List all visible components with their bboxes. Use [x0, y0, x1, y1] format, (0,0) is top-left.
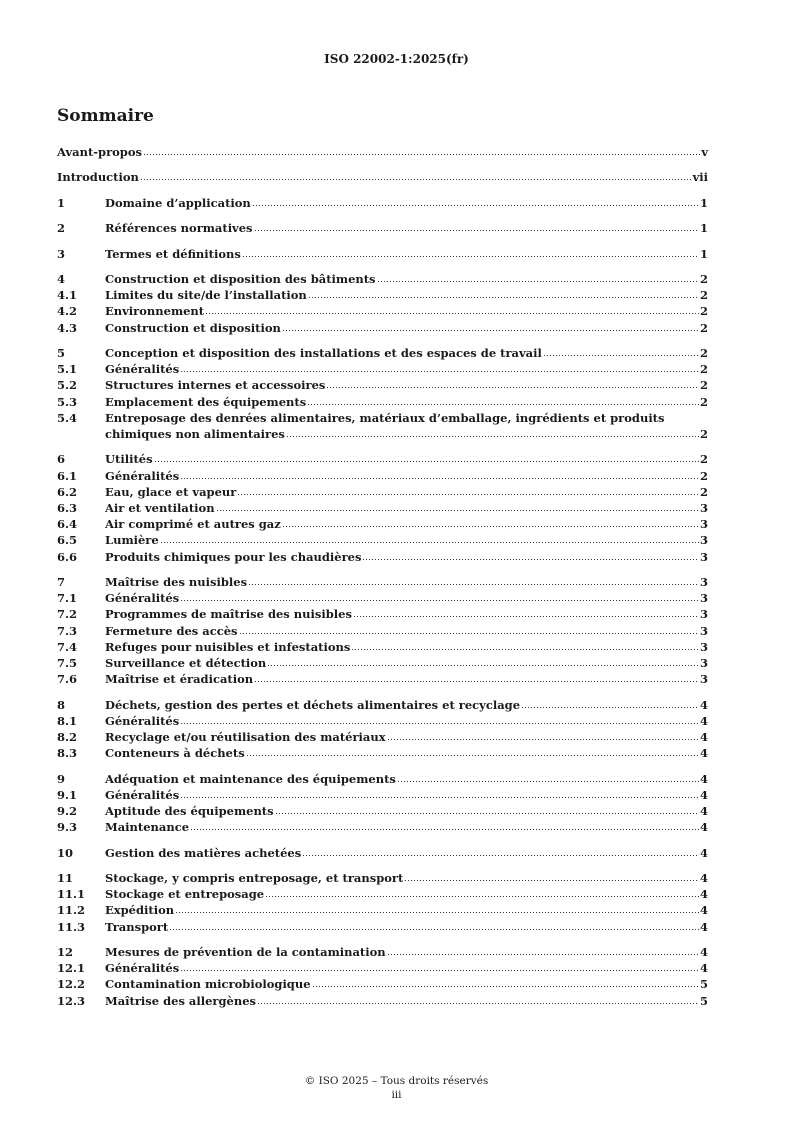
toc-entry-number: 6.5: [57, 533, 78, 548]
toc-entry-page: 2: [699, 271, 708, 286]
toc-entry-number: 10: [57, 845, 74, 860]
toc-entry-number: 6.4: [57, 517, 78, 532]
toc-entry-page: 2: [699, 484, 708, 499]
toc-entry-number: 7.6: [57, 672, 78, 687]
toc-entry[interactable]: [57, 320, 708, 336]
dot-leader: [302, 854, 699, 857]
toc-entry-number: 3: [57, 246, 66, 261]
toc-entry-label: Aptitude des équipements: [105, 803, 274, 818]
toc-entry-number: 7: [57, 574, 66, 589]
dot-leader: [254, 229, 699, 232]
toc-entry[interactable]: [57, 246, 708, 262]
toc-entry[interactable]: [57, 870, 708, 886]
toc-entry-label: Généralités: [105, 362, 180, 377]
dot-leader: [180, 796, 699, 799]
toc-entry-label: Généralités: [105, 787, 180, 802]
toc-entry-page: 1: [699, 246, 708, 261]
toc-entry[interactable]: [57, 976, 708, 992]
dot-leader: [242, 255, 699, 258]
toc-entry-number: 8.1: [57, 713, 78, 728]
toc-entry-label: Domaine d’application: [105, 195, 251, 210]
toc-entry-number: 11.2: [57, 903, 86, 918]
toc-entry[interactable]: [57, 303, 708, 319]
toc-entry-page: 5: [699, 993, 708, 1008]
toc-entry-number: 6.1: [57, 468, 78, 483]
toc-entry[interactable]: [57, 410, 708, 442]
toc-entry-number: 7.3: [57, 623, 78, 638]
toc-entry-label: Stockage, y compris entreposage, et transport: [105, 870, 404, 885]
toc-entry-page: 1: [699, 221, 708, 236]
toc-entry[interactable]: [57, 623, 708, 639]
toc-entry-number: 4.1: [57, 288, 78, 303]
toc-entry-label: Généralités: [105, 961, 180, 976]
dot-leader: [140, 178, 692, 181]
toc-entry-label: Contamination microbiologique: [105, 977, 311, 992]
toc-entry-number: 2: [57, 221, 66, 236]
toc-entry[interactable]: [57, 993, 708, 1009]
toc-entry-number: 11.1: [57, 887, 86, 902]
toc-entry-label: Construction et disposition: [105, 320, 281, 335]
toc-entry-label: Produits chimiques pour les chaudières: [105, 549, 362, 564]
toc-entry[interactable]: [57, 787, 708, 803]
page-footer: [0, 1074, 793, 1102]
toc-entry-label: Entreposage des denrées alimentaires, matériaux d’emballage, ingrédients et produits: [105, 410, 665, 425]
toc-entry[interactable]: [57, 590, 708, 606]
toc-entry-page: 3: [699, 574, 708, 589]
dot-leader: [265, 895, 699, 898]
dot-leader: [180, 722, 699, 725]
toc-entry-number: 7.2: [57, 607, 78, 622]
toc-entry-page: 2: [699, 426, 708, 441]
dot-leader: [404, 879, 699, 882]
toc-entry-label: Maintenance: [105, 820, 190, 835]
toc-entry-page: 3: [699, 607, 708, 622]
toc-entry[interactable]: [57, 845, 708, 861]
toc-entry-number: 8.2: [57, 729, 78, 744]
toc-entry-page: vii: [692, 170, 708, 185]
toc-entry-page: 4: [699, 903, 708, 918]
toc-entry-number: 9.1: [57, 787, 78, 802]
toc-entry-page: 4: [699, 697, 708, 712]
toc-entry-number: 11.3: [57, 919, 86, 934]
toc-entry-label: Généralités: [105, 591, 180, 606]
dot-leader: [282, 525, 699, 528]
toc-entry-page: 2: [699, 452, 708, 467]
toc-entry-number: 12.2: [57, 977, 86, 992]
toc-entry[interactable]: [57, 697, 708, 713]
toc-entry[interactable]: [57, 745, 708, 761]
dot-leader: [282, 329, 699, 332]
toc-entry[interactable]: [57, 468, 708, 484]
dot-leader: [353, 615, 699, 618]
dot-leader: [252, 204, 699, 207]
toc-entry[interactable]: [57, 451, 708, 467]
toc-entry-page: 2: [699, 378, 708, 393]
toc-entry-label: Construction et disposition des bâtiments: [105, 271, 376, 286]
toc-entry-page: 2: [699, 362, 708, 377]
toc-entry[interactable]: [57, 169, 708, 185]
dot-leader: [254, 680, 699, 683]
toc-entry[interactable]: [57, 574, 708, 590]
toc-entry-page: 3: [699, 591, 708, 606]
toc-entry-label: Maîtrise et éradication: [105, 672, 254, 687]
toc-entry[interactable]: [57, 960, 708, 976]
toc-entry-label: Avant-propos: [57, 145, 142, 159]
dot-leader: [275, 812, 699, 815]
toc-entry-label: Air et ventilation: [105, 500, 215, 515]
toc-entry-number: 7.1: [57, 591, 78, 606]
toc-entry[interactable]: [57, 639, 708, 655]
toc-entry-number: 1: [57, 195, 66, 210]
toc-entry[interactable]: [57, 144, 708, 160]
dot-leader: [143, 153, 700, 156]
toc-entry-number: 5.1: [57, 362, 78, 377]
toc-entry-label: Expédition: [105, 903, 175, 918]
toc-entry-label: Introduction: [57, 170, 139, 185]
toc-entry[interactable]: [57, 886, 708, 902]
toc-entry[interactable]: [57, 532, 708, 548]
toc-entry-label: Lumière: [105, 533, 159, 548]
toc-entry[interactable]: [57, 902, 708, 918]
toc-entry-number: 4: [57, 271, 66, 286]
toc-entry[interactable]: [57, 516, 708, 532]
toc-entry-page: 4: [699, 729, 708, 744]
toc-entry[interactable]: [57, 549, 708, 565]
toc-entry[interactable]: [57, 271, 708, 287]
toc-entry-page: 3: [699, 517, 708, 532]
dot-leader: [180, 599, 699, 602]
toc-entry-number: 9.2: [57, 803, 78, 818]
toc-entry-label: Adéquation et maintenance des équipements: [105, 771, 396, 786]
toc-entry-page: 4: [699, 787, 708, 802]
toc-entry-page: 3: [699, 533, 708, 548]
toc-entry-label: Maîtrise des nuisibles: [105, 574, 248, 589]
toc-entry[interactable]: [57, 729, 708, 745]
toc-entry[interactable]: [57, 345, 708, 361]
toc-entry-label: Références normatives: [105, 221, 253, 236]
dot-leader: [312, 985, 699, 988]
toc-entry-label: Gestion des matières achetées: [105, 845, 302, 860]
toc-entry[interactable]: [57, 220, 708, 236]
toc-entry-page: 3: [699, 655, 708, 670]
toc-entry-page: 5: [699, 977, 708, 992]
dot-leader: [246, 754, 699, 757]
document-header: ISO 22002-1:2025(fr): [324, 52, 469, 66]
dot-leader: [267, 664, 699, 667]
table-of-contents: [57, 144, 708, 1009]
toc-entry-label: Généralités: [105, 468, 180, 483]
toc-entry-number: 9.3: [57, 820, 78, 835]
toc-entry[interactable]: [57, 606, 708, 622]
toc-entry-label: Air comprimé et autres gaz: [105, 517, 281, 532]
toc-entry-page: v: [701, 145, 708, 159]
toc-entry-page: 3: [699, 672, 708, 687]
toc-entry[interactable]: [57, 771, 708, 787]
toc-entry-number: 7.4: [57, 639, 78, 654]
toc-entry[interactable]: [57, 803, 708, 819]
toc-entry-page: 2: [699, 468, 708, 483]
toc-entry-label: Utilités: [105, 452, 153, 467]
toc-entry[interactable]: [57, 944, 708, 960]
toc-entry-number: 12.3: [57, 993, 86, 1008]
toc-entry-number: 8: [57, 697, 66, 712]
dot-leader: [351, 648, 699, 651]
dot-leader: [326, 386, 699, 389]
dot-leader: [160, 541, 699, 544]
page-title: Sommaire: [57, 106, 154, 126]
page-number: iii: [391, 1089, 402, 1101]
toc-entry[interactable]: [57, 655, 708, 671]
toc-entry-page: 2: [699, 288, 708, 303]
toc-entry[interactable]: [57, 819, 708, 835]
toc-entry-page: 2: [699, 320, 708, 335]
toc-entry[interactable]: [57, 361, 708, 377]
toc-entry-page: 1: [699, 195, 708, 210]
dot-leader: [397, 780, 699, 783]
toc-entry-label: Recyclage et/ou réutilisation des matériaux: [105, 729, 386, 744]
toc-entry-label: Surveillance et détection: [105, 655, 267, 670]
toc-entry-number: 5: [57, 345, 66, 360]
dot-leader: [175, 911, 699, 914]
toc-entry-page: 4: [699, 887, 708, 902]
toc-entry-page: 4: [699, 919, 708, 934]
toc-entry-number: 12: [57, 944, 74, 959]
dot-leader: [377, 280, 699, 283]
toc-entry-page: 4: [699, 713, 708, 728]
dot-leader: [216, 509, 699, 512]
dot-leader: [248, 583, 699, 586]
toc-entry[interactable]: [57, 287, 708, 303]
toc-entry-page: 2: [699, 304, 708, 319]
toc-entry-page: 4: [699, 746, 708, 761]
toc-entry-label: Limites du site/de l’installation: [105, 288, 307, 303]
dot-leader: [180, 370, 699, 373]
copyright-notice: © ISO 2025 – Tous droits réservés: [304, 1075, 489, 1087]
toc-entry-page: 3: [699, 623, 708, 638]
toc-entry-number: 5.4: [57, 410, 78, 425]
dot-leader: [169, 928, 699, 931]
toc-entry-page: 3: [699, 500, 708, 515]
toc-entry-label: Stockage et entreposage: [105, 887, 265, 902]
toc-entry-page: 2: [699, 394, 708, 409]
toc-entry-label-continued: chimiques non alimentaires: [105, 426, 285, 441]
toc-entry[interactable]: [57, 919, 708, 935]
toc-entry-page: 4: [699, 771, 708, 786]
toc-entry-number: 6: [57, 452, 66, 467]
toc-entry-label: Eau, glace et vapeur: [105, 484, 237, 499]
toc-entry-label: Programmes de maîtrise des nuisibles: [105, 607, 352, 622]
dot-leader: [205, 312, 699, 315]
dot-leader: [387, 953, 699, 956]
dot-leader: [543, 354, 699, 357]
toc-entry-page: 4: [699, 845, 708, 860]
toc-entry-label: Refuges pour nuisibles et infestations: [105, 639, 351, 654]
toc-entry-page: 3: [699, 549, 708, 564]
dot-leader: [362, 558, 699, 561]
dot-leader: [521, 706, 699, 709]
toc-entry-page: 4: [699, 944, 708, 959]
toc-entry-label: Conteneurs à déchets: [105, 746, 245, 761]
dot-leader: [180, 477, 699, 480]
dot-leader: [257, 1002, 699, 1005]
dot-leader: [308, 296, 699, 299]
toc-entry-number: 9: [57, 771, 66, 786]
toc-entry-label: Transport: [105, 919, 169, 934]
toc-entry-page: 4: [699, 961, 708, 976]
toc-entry-page: 3: [699, 639, 708, 654]
toc-entry[interactable]: [57, 377, 708, 393]
dot-leader: [239, 632, 699, 635]
toc-entry-label: Fermeture des accès: [105, 623, 238, 638]
toc-entry-number: 5.2: [57, 378, 78, 393]
toc-entry-label: Maîtrise des allergènes: [105, 993, 256, 1008]
toc-entry-number: 6.6: [57, 549, 78, 564]
dot-leader: [286, 435, 699, 438]
toc-entry[interactable]: [57, 713, 708, 729]
toc-entry[interactable]: [57, 394, 708, 410]
toc-entry[interactable]: [57, 671, 708, 687]
toc-entry-label: Déchets, gestion des pertes et déchets alimentaires et recyclage: [105, 697, 521, 712]
toc-entry-label: Emplacement des équipements: [105, 394, 307, 409]
toc-entry-label: Structures internes et accessoires: [105, 378, 326, 393]
toc-entry-number: 4.3: [57, 320, 78, 335]
toc-entry-number: 12.1: [57, 961, 86, 976]
toc-entry[interactable]: [57, 484, 708, 500]
toc-entry-number: 11: [57, 870, 74, 885]
toc-entry-number: 6.2: [57, 484, 78, 499]
toc-entry-label: Termes et définitions: [105, 246, 241, 261]
toc-entry-label: Environnement: [105, 304, 205, 319]
toc-entry-number: 6.3: [57, 500, 78, 515]
dot-leader: [237, 493, 699, 496]
toc-entry-number: 8.3: [57, 746, 78, 761]
dot-leader: [387, 738, 699, 741]
toc-entry[interactable]: [57, 195, 708, 211]
toc-entry-page: 4: [699, 820, 708, 835]
dot-leader: [190, 828, 699, 831]
dot-leader: [307, 403, 699, 406]
dot-leader: [154, 460, 699, 463]
toc-entry-page: 4: [699, 870, 708, 885]
dot-leader: [180, 969, 699, 972]
toc-entry-number: 7.5: [57, 655, 78, 670]
toc-entry-page: 2: [699, 345, 708, 360]
toc-entry[interactable]: [57, 500, 708, 516]
toc-entry-label: Conception et disposition des installations et des espaces de travail: [105, 345, 542, 360]
toc-entry-number: 5.3: [57, 394, 78, 409]
toc-entry-page: 4: [699, 803, 708, 818]
toc-entry-label: Généralités: [105, 713, 180, 728]
toc-entry-number: 4.2: [57, 304, 78, 319]
toc-entry-label: Mesures de prévention de la contamination: [105, 944, 386, 959]
